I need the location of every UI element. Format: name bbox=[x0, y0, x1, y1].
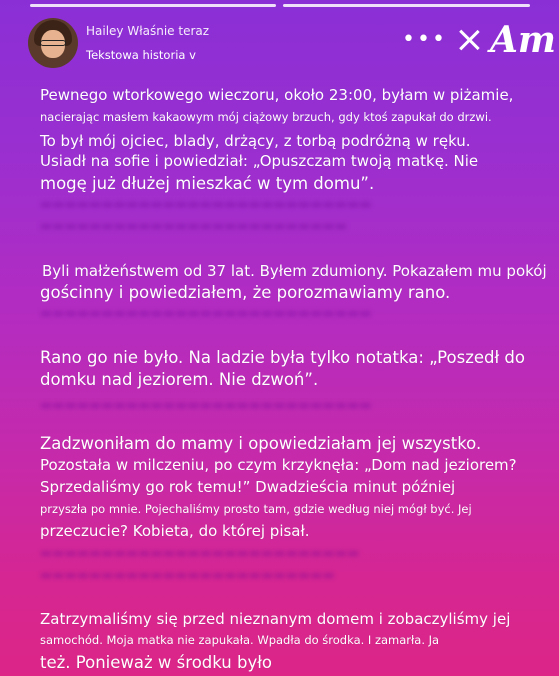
close-icon[interactable] bbox=[456, 27, 482, 53]
story-line: nacierając masłem kakaowym mój ciążowy brzuch, gdy ktoś zapukał do drzwi. bbox=[40, 110, 492, 124]
story-line: przeczucie? Kobieta, do której pisał. bbox=[40, 522, 310, 540]
more-dots-icon[interactable]: ••• bbox=[402, 27, 447, 52]
story-line: Usiadł na sofie i powiedział: „Opuszczam twoją matkę. Nie bbox=[40, 152, 479, 170]
story-line: domku nad jeziorem. Nie dzwoń”. bbox=[40, 370, 319, 389]
brand-logo[interactable]: Am bbox=[490, 19, 557, 61]
story-progress-segment-2 bbox=[283, 4, 530, 7]
story-line: Sprzedaliśmy go rok temu!” Dwadzieścia minut później bbox=[40, 478, 456, 496]
story-line: Pozostała w milczeniu, po czym krzyknęła: „Dom nad jeziorem? bbox=[40, 456, 517, 474]
story-progress-segment-1 bbox=[30, 4, 276, 7]
story-line: Zadzwoniłam do mamy i opowiedziałam jej wszystko. bbox=[40, 434, 482, 453]
author-line bbox=[86, 24, 209, 38]
author-name[interactable]: Hailey bbox=[86, 24, 124, 38]
story-line: samochód. Moja matka nie zapukała. Wpadła do środka. I zamarła. Ja bbox=[40, 633, 440, 647]
story-line: Rano go nie było. Na ladzie była tylko notatka: „Poszedł do bbox=[40, 348, 525, 367]
story-line: To był mój ojciec, blady, drżący, z torbą podróżną w ręku. bbox=[40, 132, 471, 150]
story-line: też. Ponieważ w środku było bbox=[40, 653, 273, 672]
avatar[interactable] bbox=[28, 18, 78, 68]
story-subtitle: Tekstowa historia v bbox=[86, 48, 196, 62]
story-line: Byli małżeństwem od 37 lat. Byłem zdumiony. Pokazałem mu pokój bbox=[42, 262, 547, 280]
story-header bbox=[28, 18, 557, 70]
story-line: Zatrzymaliśmy się przed nieznanym domem i zobaczyliśmy jej bbox=[40, 610, 511, 628]
story-line: Pewnego wtorkowego wieczoru, około 23:00, byłam w piżamie, bbox=[40, 86, 514, 104]
story-line: gościnny i powiedziałem, że porozmawiamy rano. bbox=[40, 283, 451, 302]
story-line: mogę już dłużej mieszkać w tym domu”. bbox=[40, 174, 375, 193]
post-time: Właśnie teraz bbox=[127, 24, 210, 38]
story-line: przyszła po mnie. Pojechaliśmy prosto tam, gdzie według niej mógł być. Jej bbox=[40, 502, 472, 516]
